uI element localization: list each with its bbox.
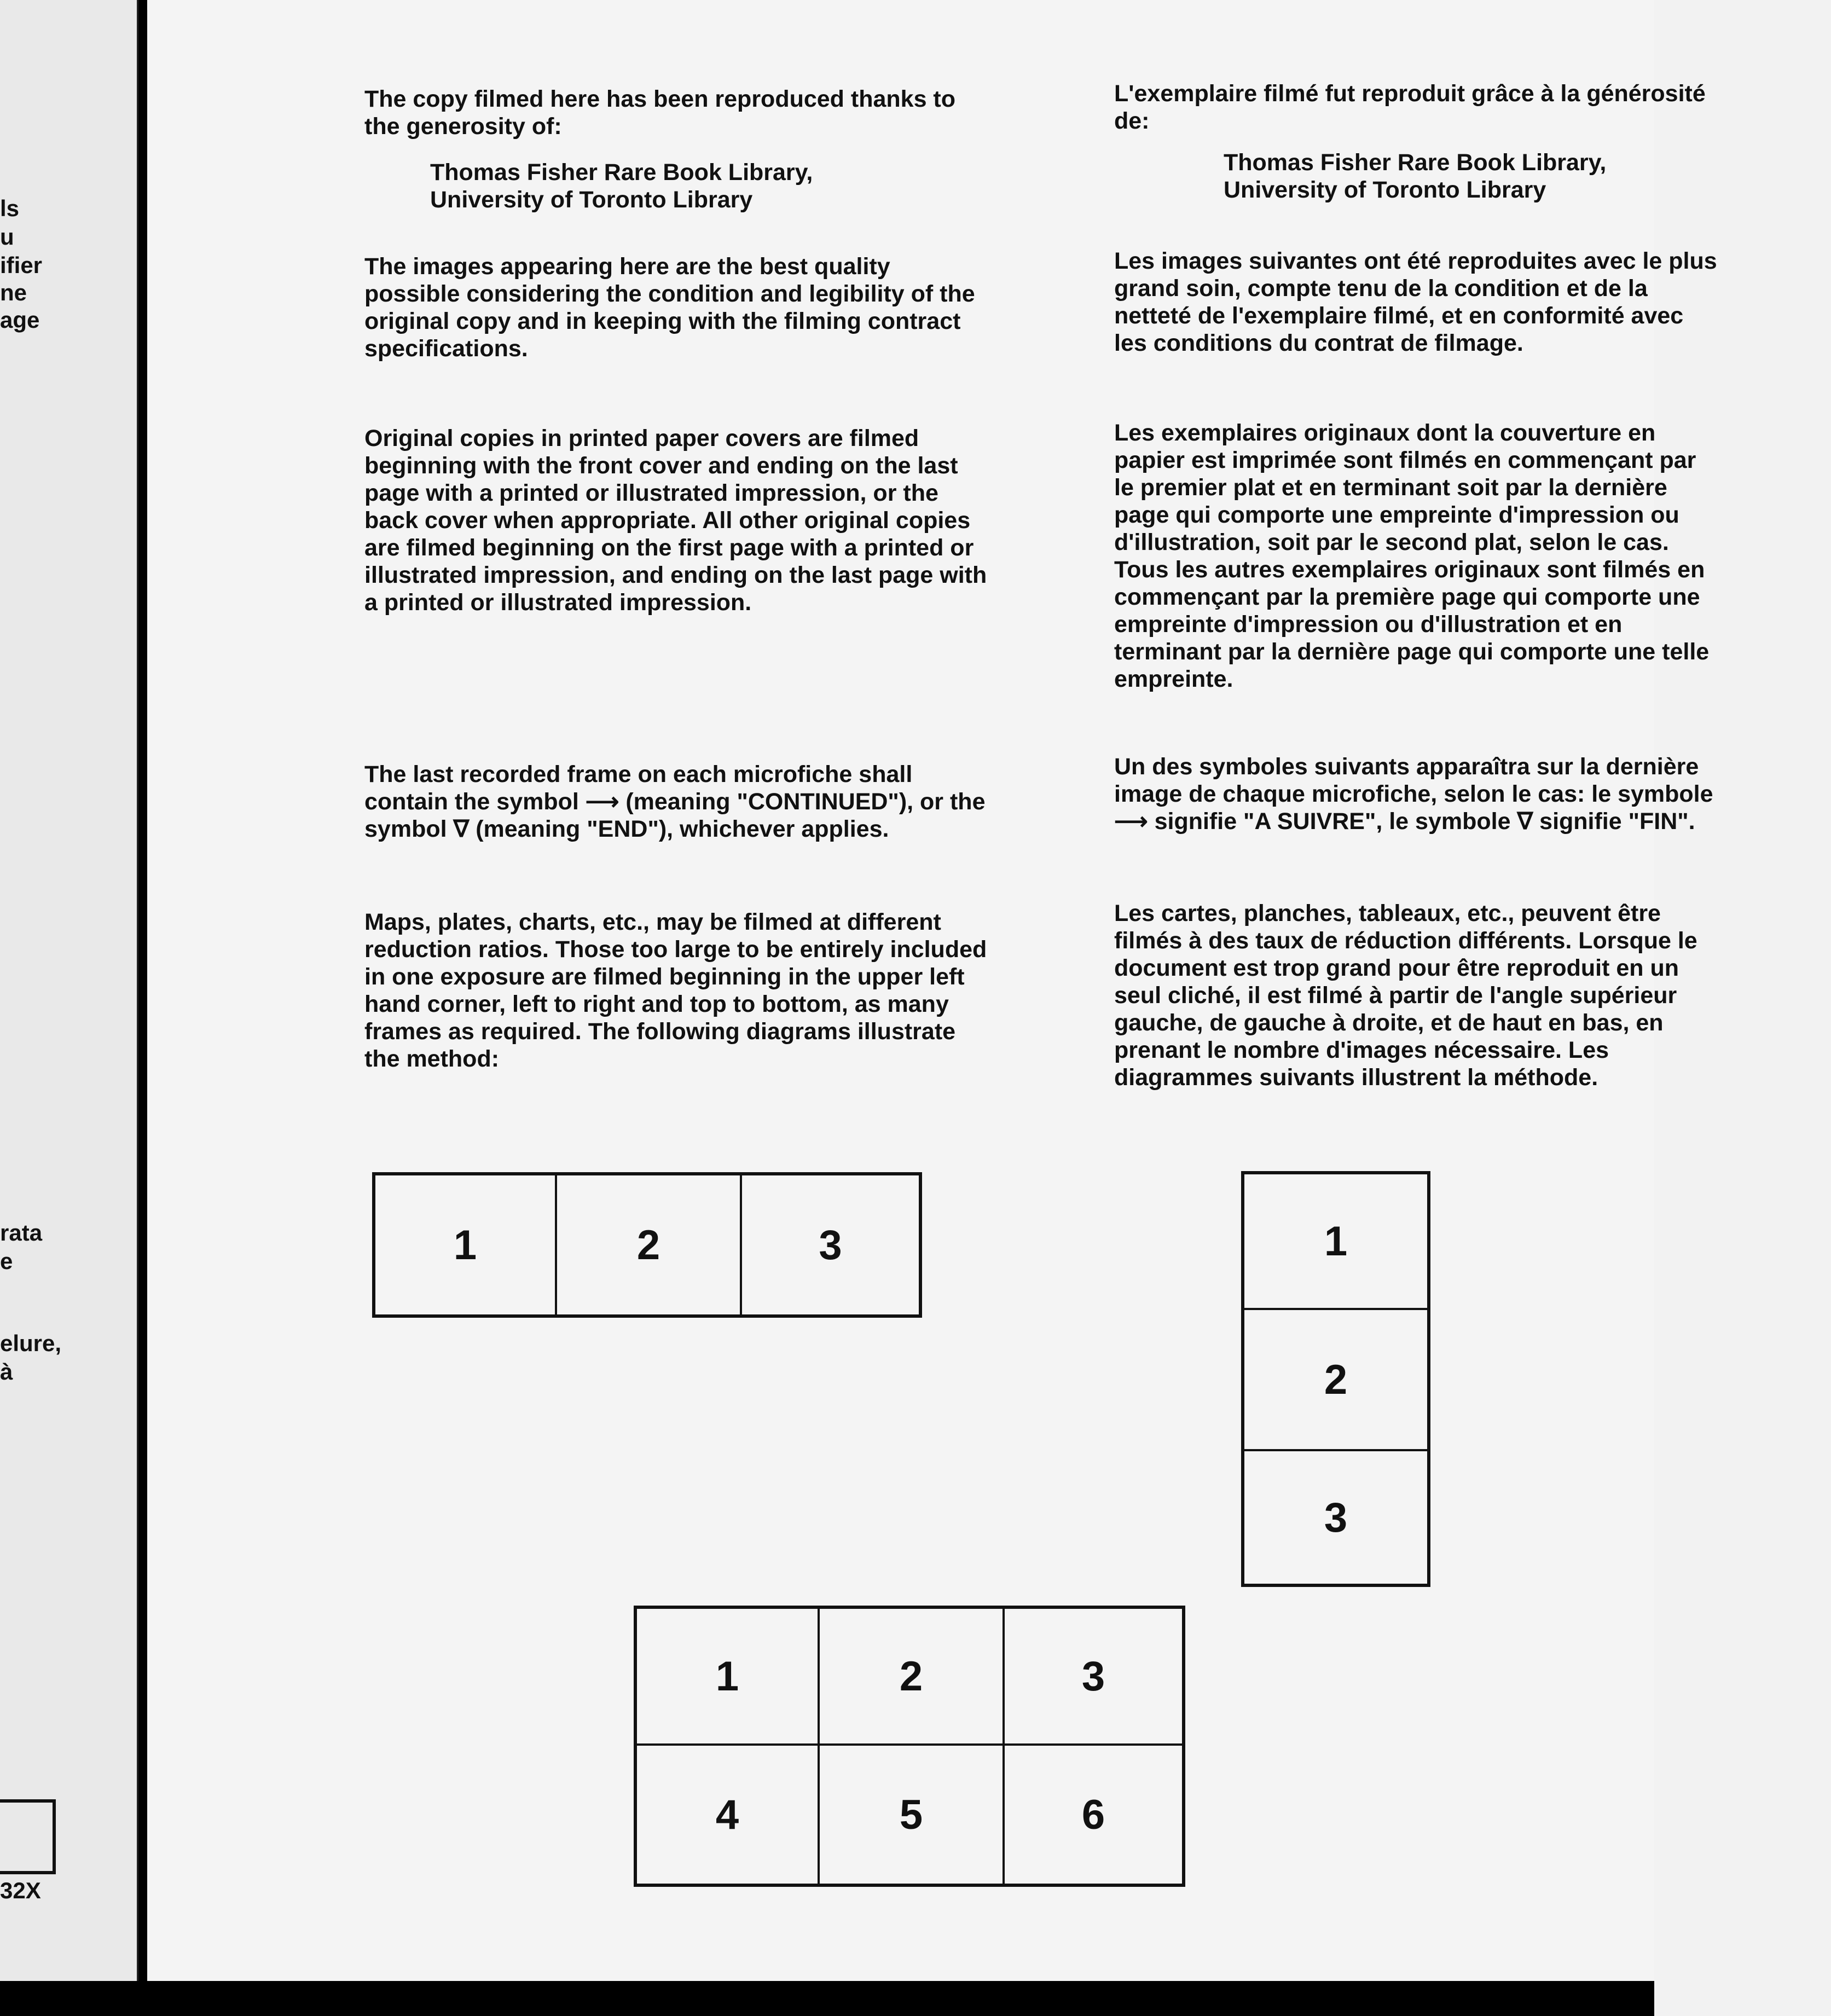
frame-cell: 1 xyxy=(453,1221,477,1268)
frame-cell: 6 xyxy=(1081,1791,1105,1838)
fr-covers-paragraph: Les exemplaires originaux dont la couverture en papier est imprimée sont filmés en commençant par le premier plat et en terminant soit par la dernière page qui comporte une empreinte d'impression ou d'illustration, soit par le second plat, selon le cas. Tous les autres exemplaires originaux sont filmés en commençant par la première page qui comporte une empreinte d'impression ou d'illustration et en terminant par la dernière page qui comporte une telle empreinte. xyxy=(1114,420,1710,692)
frame-cell: 1 xyxy=(1324,1218,1348,1265)
diagram-grid xyxy=(634,1606,1185,1887)
frame-cell: 1 xyxy=(715,1653,739,1700)
frame-cell: 2 xyxy=(636,1221,660,1268)
en-quality-paragraph: The images appearing here are the best quality possible considering the condition and legibility of the original copy and in keeping with the filming contract specifications. xyxy=(364,253,975,362)
page-gutter xyxy=(138,0,147,2016)
previous-page-fragment xyxy=(0,0,138,1981)
fragment-text: u xyxy=(0,224,14,250)
fr-library-credit: Thomas Fisher Rare Book Library, University of Toronto Library xyxy=(1224,149,1607,203)
fragment-text: ifier xyxy=(0,252,43,278)
fragment-text: à xyxy=(0,1359,13,1384)
frame-cell: 2 xyxy=(899,1653,923,1700)
frame-cell: 4 xyxy=(715,1791,739,1838)
en-symbols-paragraph: The last recorded frame on each microfiche shall contain the symbol ⟶ (meaning "CONTINUED"), or the symbol ∇ (meaning "END"), whichever applies. xyxy=(364,761,986,842)
fragment-text: rata xyxy=(0,1220,43,1245)
en-intro: The copy filmed here has been reproduced thanks to the generosity of: xyxy=(364,86,956,140)
fr-quality-paragraph: Les images suivantes ont été reproduites avec le plus grand soin, compte tenu de la condition et de la netteté de l'exemplaire filmé, et en conformité avec les conditions du contrat de filmage. xyxy=(1114,248,1717,356)
frame-cell: 5 xyxy=(899,1791,923,1838)
fragment-text: elure, xyxy=(0,1330,62,1356)
fragment-box xyxy=(0,1799,56,1874)
fragment-text: ls xyxy=(0,195,20,221)
frame-cell: 3 xyxy=(1081,1653,1105,1700)
fr-maps-paragraph: Les cartes, planches, tableaux, etc., peuvent être filmés à des taux de réduction différents. Lorsque le document est trop grand pour être reproduit en un seul cliché, il est filmé à partir de l'angle supérieur gauche, de gauche à droite, et de haut en bas, en prenant le nombre d'images nécessaire. Les diagrammes suivants illustrent la méthode. xyxy=(1114,900,1697,1091)
en-library-credit: Thomas Fisher Rare Book Library, University of Toronto Library xyxy=(430,159,813,213)
diagram-horizontal xyxy=(372,1172,922,1318)
film-edge-bottom xyxy=(0,1981,1654,2016)
frame-cell: 3 xyxy=(1324,1494,1348,1541)
fr-intro: L'exemplaire filmé fut reproduit grâce à la générosité de: xyxy=(1114,80,1706,134)
en-maps-paragraph: Maps, plates, charts, etc., may be filmed at different reduction ratios. Those too large to be entirely included in one exposure are filmed beginning in the upper left hand corner, left to right and top to bottom, as many frames as required. The following diagrams illustrate the method: xyxy=(364,909,987,1072)
fragment-text: age xyxy=(0,307,40,333)
frame-cell: 3 xyxy=(819,1221,842,1268)
frame-cell: 2 xyxy=(1324,1356,1348,1403)
microfiche-target-page xyxy=(148,0,1717,1981)
fragment-text: 32X xyxy=(0,1878,41,1903)
fragment-text: ne xyxy=(0,280,27,305)
fragment-text: e xyxy=(0,1248,13,1274)
en-covers-paragraph: Original copies in printed paper covers are filmed beginning with the front cover and ending on the last page with a printed or illustrated impression, or the back cover when appropriate. All other original copies are filmed beginning on the first page with a printed or illustrated impression, and ending on the last page with a printed or illustrated impression. xyxy=(364,425,987,616)
diagram-vertical xyxy=(1241,1171,1430,1587)
fr-symbols-paragraph: Un des symboles suivants apparaîtra sur la dernière image de chaque microfiche, selon le cas: le symbole ⟶ signifie "A SUIVRE", le symbole ∇ signifie "FIN". xyxy=(1114,754,1713,835)
